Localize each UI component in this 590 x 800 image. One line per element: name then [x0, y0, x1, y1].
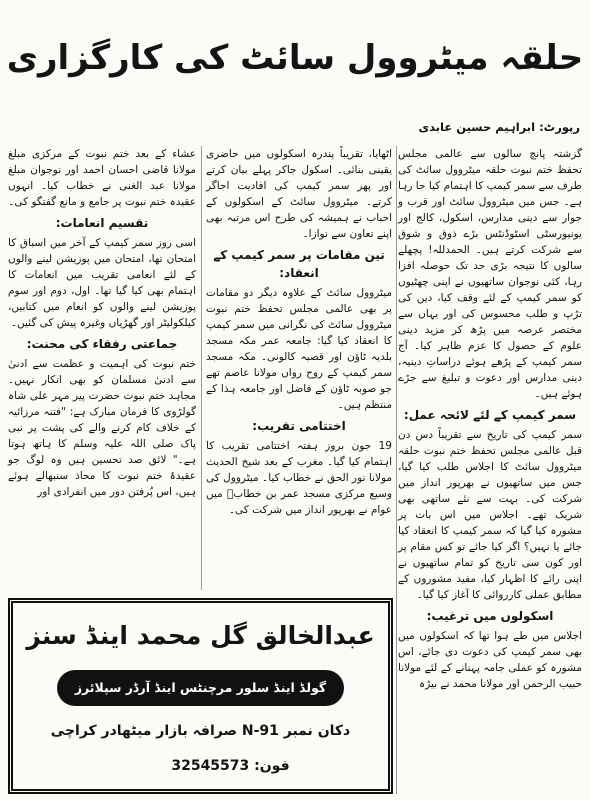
- paragraph-closing-ceremony: 19 جون بروز ہفتہ اختتامی تقریب کا اہتمام کیا گیا۔ مغرب کے بعد شیخ الحدیث مولانا نور الحق نے خطاب کیا۔ میٹروول کی وسیع مرکزی مسجد عمر بن خطابؓ میں عوام نے بھرپور انداز میں شرکت کی۔: [206, 440, 392, 516]
- paragraph-intro: گزشتہ پانچ سالوں سے عالمی مجلس تحفظ ختم نبوت حلقہ میٹروول سائٹ کی طرف سے سمر کیمپ کا اہتمام کیا جا رہا ہے۔ جس میں میٹروول سائٹ اور قرب و جوار سے دینی مدارس، اسکول، کالج اور یونیورسٹی اسٹوڈنٹس بڑے ذوق و شوق سے شرکت کرتے ہیں۔ الحمدللہ! پچھلے سالوں کا نتیجہ بڑی حد تک حوصلہ افزا رہا، کئی نوجوان ساتھیوں نے اپنی چھٹیوں کو سمر کیمپ کے لئے وقف کیا، دین کی تڑپ و طلب محسوس کی اور یہاں سے مختصر عرصہ میں پڑھ کر مزید دینی علوم کے حصول کا عزم ظاہر کیا۔ آج سمر کیمپ کے پڑھے ہوئے دراساتِ دینیہ، دینی مدارس اور دعوت و تبلیغ سے جڑے ہوئے ہیں۔: [398, 148, 582, 400]
- heading-schools-outreach: اسکولوں میں ترغیب:: [426, 609, 554, 623]
- paragraph-members-effort: ختم نبوت کی اہمیت و عظمت سے ادنیٰ سے ادنیٰ مسلمان کو بھی انکار نہیں۔ مجاہد ختم نبوت حضرت پیر مہر علی شاہ گولڑوی کا فرمان مبارک ہے: "فتنہ مرزائیہ کے خلاف کام کرنے والے کی پشت پر نبی پاک صلی اللہ علیہ وسلم کا ہاتھ ہوتا ہے۔" لائق صد تحسین ہیں وہ لوگ جو عقیدۂ ختم نبوت کا محاذ سنبھالے ہوئے ہیں، اس پُرفتن دور میں انفرادی اور: [8, 358, 196, 498]
- paragraph-prize-distribution: اسی روز سمر کیمپ کے آخر میں اسباق کا امتحان تھا، امتحان میں پوزیشن لینے والوں کے لئے انعامی تقریب میں انعامات کا اہتمام بھی کیا گیا تھا۔ اول، دوم اور سوم پوزیشن لینے والوں کو انعام میں کتابیں، کیلکولیٹر اور گھڑیاں وغیرہ پیش کی گئیں۔: [8, 237, 196, 329]
- ad-tagline-pill: گولڈ اینڈ سلور مرچنٹس اینڈ آرڈر سپلائرز: [57, 670, 344, 706]
- article-column-1: [398, 146, 582, 794]
- article-title: حلقہ میٹروول سائٹ کی کارگزاری: [6, 38, 584, 78]
- paragraph-schools-outreach: اجلاس میں طے ہوا تھا کہ اسکولوں میں بھی سمر کیمپ کی دعوت دی جائے، اس مشورہ کو عملی جامہ پہنانے کے لئے مولانا حبیب الرحمن اور مولانا محمد نے بیڑہ: [398, 630, 582, 690]
- paragraph-three-venues: میٹروول سائٹ کے علاوہ دیگر دو مقامات پر بھی عالمی مجلس تحفظ ختم نبوت میٹروول سائٹ کی نگرانی میں سمر کیمپ کا انعقاد کیا گیا: جامعہ عمر مکہ مسجد بلدیہ ٹاؤن اور قصبہ کالونی۔ مکہ مسجد سمر کیمپ کے روح رواں مولانا عاصم تھے جو صوبہ ٹاؤن کے فاضل اور جامعہ ہذا کے منتظم ہیں۔: [206, 287, 392, 411]
- ad-phone: فون: 32545573: [171, 758, 290, 774]
- paragraph-schools-outreach-continued: اٹھایا، تقریباً پندرہ اسکولوں میں حاضری یقینی بنائی۔ اسکول جاکر پہلے بیان کرتے اور پھر سمر کیمپ کی افادیت اجاگر کرتے۔ میٹروول سائٹ کے اسکولوں کے احباب نے ہمیشہ کی طرح اس مرتبہ بھی اپنے تعاون سے نوازا۔: [206, 148, 392, 240]
- advertisement-box: [8, 598, 393, 794]
- article-column-2: [206, 146, 392, 592]
- article-column-3: [8, 146, 196, 592]
- column-divider-left: [201, 146, 202, 590]
- ad-company-name: عبدالخالق گل محمد اینڈ سنز: [26, 621, 375, 650]
- heading-closing-ceremony: اختتامی تقریب:: [252, 419, 346, 433]
- heading-summer-camp-plan: سمر کیمپ کے لئے لائحہ عمل:: [403, 408, 577, 422]
- heading-members-effort: جماعتی رفقاء کی محنت:: [26, 337, 178, 351]
- column-divider-right: [396, 146, 397, 794]
- paragraph-closing-ceremony-continued: عشاء کے بعد ختم نبوت کے مرکزی مبلغ مولانا قاضی احسان احمد اور نوجوان مبلغ مولانا عبد الغنی نے خطاب کیا۔ انہوں عقیدہ ختم نبوت پر جامع و مانع گفتگو کی۔: [8, 148, 196, 208]
- paragraph-summer-camp-plan: سمر کیمپ کی تاریخ سے تقریباً دس دن قبل عالمی مجلس تحفظ ختم نبوت حلقہ میٹروول سائٹ کا اجلاس طلب کیا گیا، جس میں ساتھیوں نے بھرپور انداز میں شرکت کی۔ بہت سے نئے ساتھی بھی شریک تھے۔ اجلاس میں اس بات پر مشورہ کیا گیا کہ سمر کیمپ کا انعقاد کیا جائے یا نہیں؟ اگر کیا جائے تو کس مقام پر اور کون سی تاریخ کو تمام ساتھیوں نے اپنی رائے کا اظہار کیا، مفید مشوروں کے مطابق عملی کارروائی کا آغاز کیا گیا۔: [398, 429, 582, 601]
- heading-three-venues: تین مقامات پر سمر کیمپ کے انعقاد:: [213, 248, 385, 280]
- ad-address: دکان نمبر N-91 صرافہ بازار میٹھادر کراچی: [50, 723, 351, 739]
- heading-prize-distribution: تقسیم انعامات:: [55, 216, 149, 230]
- article-byline: رپورٹ: ابراہیم حسین عابدی: [418, 120, 580, 134]
